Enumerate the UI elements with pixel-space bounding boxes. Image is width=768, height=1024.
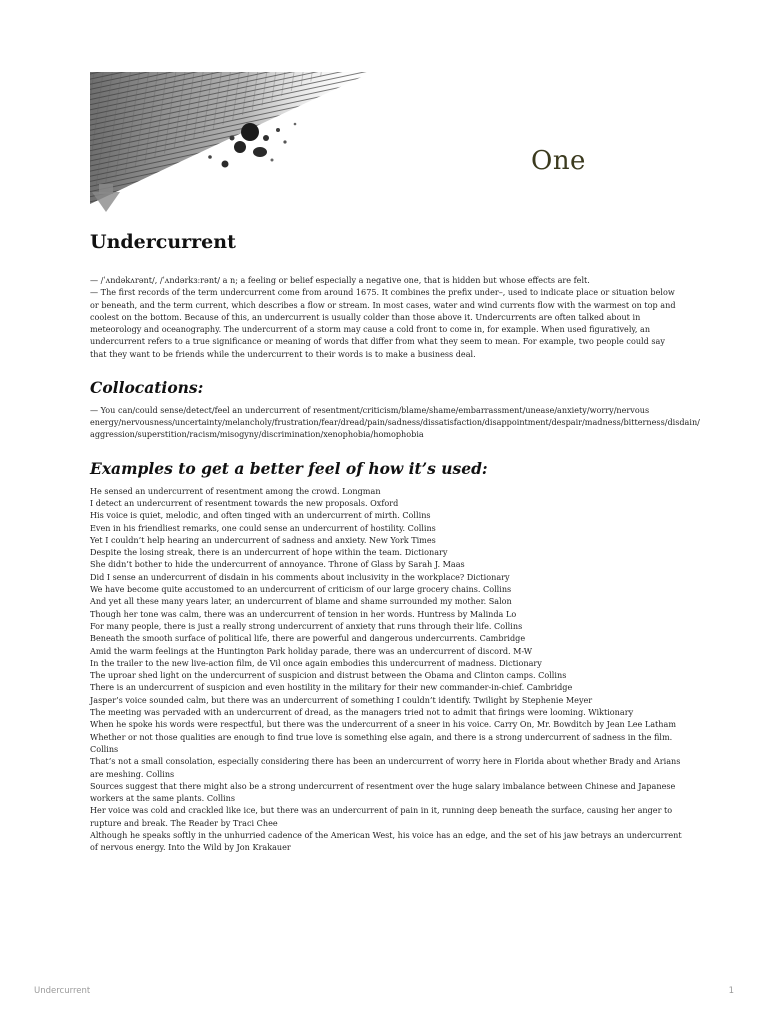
- list-item: In the trailer to the new live-action film, de Vil once again embodies this undercurrent of madness. Dictionary: [90, 657, 542, 668]
- list-item: There is an undercurrent of suspicion and even hostility in the military for their new commander-in-chief. Cambridge: [90, 682, 573, 693]
- list-item: For many people, there is just a really strong undercurrent of anxiety that runs through their life. Collins: [90, 620, 523, 631]
- examples-heading: Examples to get a better feel of how it’s used:: [90, 458, 488, 478]
- list-item: The meeting was pervaded with an undercurrent of dread, as the managers tried not to admit that firings were looming. Wiktionary: [90, 707, 634, 718]
- page-title: Undercurrent: [90, 231, 236, 253]
- list-item: Whether or not those qualities are enough to find true love is something else again, and there is a strong undercurrent of sadness in the film. Collins: [90, 731, 673, 754]
- list-item: And yet all these many years later, an undercurrent of blame and shame surrounded my mother. Salon: [90, 596, 512, 607]
- list-item: Although he speaks softly in the unhurried cadence of the American West, his voice has an edge, and the set of his jaw betrays an undercurrent of nervous energy. Into the Wild by Jon Krakauer: [90, 830, 682, 853]
- list-item: Even in his friendliest remarks, one could sense an undercurrent of hostility. Collins: [90, 522, 436, 533]
- list-item: Though her tone was calm, there was an undercurrent of tension in her words. Huntress by Malinda Lo: [90, 608, 517, 619]
- collocations-heading: Collocations:: [90, 378, 204, 398]
- list-item: I detect an undercurrent of resentment towards the new proposals. Oxford: [90, 497, 399, 508]
- etymology-text: — The first records of the term undercurrent come from around 1675. It combines the prefix under–, used to indicate place or situation below or beneath, and the term current, which describes a flow or stream. In most cases, water and wind currents flow with the warmest on top and coolest on the bottom. Because of this, an undercurrent is usually colder than those above it. Undercurrents are often talked about in meteorology and oceanography. The undercurrent of a storm may cause a cold front to come in, for example. When used figuratively, an undercurrent refers to a true significance or meaning of words that differ from what they seem to mean. For example, two people could say that they want to be friends while the undercurrent to their words is to make a business deal.: [90, 287, 676, 359]
- pronunciation-text: — /ˈʌndəkʌrənt/, /ˈʌndərkɜːrənt/ a n; a feeling or belief especially a negative one, that is hidden but whose effects are felt.: [90, 275, 590, 285]
- chapter-label: One: [531, 146, 586, 176]
- list-item: Despite the losing streak, there is an undercurrent of hope within the team. Dictionary: [90, 547, 448, 558]
- footer-document-name: Undercurrent: [34, 986, 91, 996]
- list-item: We have become quite accustomed to an undercurrent of criticism of our large grocery chains. Collins: [90, 584, 512, 595]
- list-item: Did I sense an undercurrent of disdain in his comments about inclusivity in the workplace? Dictionary: [90, 571, 510, 582]
- examples-list: [90, 485, 682, 854]
- list-item: Jasper’s voice sounded calm, but there was an undercurrent of something I couldn’t identify. Twilight by Stephenie Meyer: [90, 694, 593, 705]
- list-item: Amid the warm feelings at the Huntington Park holiday parade, there was an undercurrent of discord. M-W: [90, 645, 533, 656]
- definition-section: [90, 274, 682, 360]
- collocations-text: — You can/could sense/detect/feel an undercurrent of resentment/criticism/blame/shame/embarrassment/unease/anxiety/worry/nervous energy/nervousness/uncertainty/melancholy/frustration/fear/dread/pain/sadness/dissatisfaction/disappointment/despair/madness/bitterness/disdain/ aggression/superstition/racism/misogyny/discrimination/xenophobia/homophobia: [90, 405, 700, 440]
- list-item: He sensed an undercurrent of resentment among the crowd. Longman: [90, 485, 381, 496]
- list-item: When he spoke his words were respectful, but there was the undercurrent of a sneer in his voice. Carry On, Mr. Bowditch by Jean Lee Latham: [90, 719, 677, 730]
- list-item: Sources suggest that there might also be a strong undercurrent of resentment over the huge salary imbalance between Chinese and Japanese workers at the same plants. Collins: [90, 780, 676, 804]
- list-item: Beneath the smooth surface of political life, there are powerful and dangerous undercurrents. Cambridge: [90, 633, 526, 644]
- list-item: Her voice was cold and crackled like ice, but there was an undercurrent of pain in it, running deep beneath the surface, causing her anger to rupture and break. The Reader by Traci Chee: [90, 805, 673, 828]
- main-content: [90, 228, 700, 854]
- list-item: The uproar shed light on the undercurrent of suspicion and distrust between the Obama and Clinton camps. Collins: [90, 670, 567, 681]
- list-item: His voice is quiet, melodic, and often tinged with an undercurrent of mirth. Collins: [90, 510, 431, 521]
- list-item: Yet I couldn’t help hearing an undercurrent of sadness and anxiety. New York Times: [90, 534, 436, 545]
- footer-page-number: 1: [728, 986, 734, 996]
- ink-splatter-manuscript-image: [90, 72, 372, 218]
- list-item: She didn’t bother to hide the undercurrent of annoyance. Throne of Glass by Sarah J. Maas: [90, 559, 465, 570]
- list-item: That’s not a small consolation, especially considering there has been an undercurrent of worry here in Florida about whether Brady and Arians are meshing. Collins: [90, 756, 681, 779]
